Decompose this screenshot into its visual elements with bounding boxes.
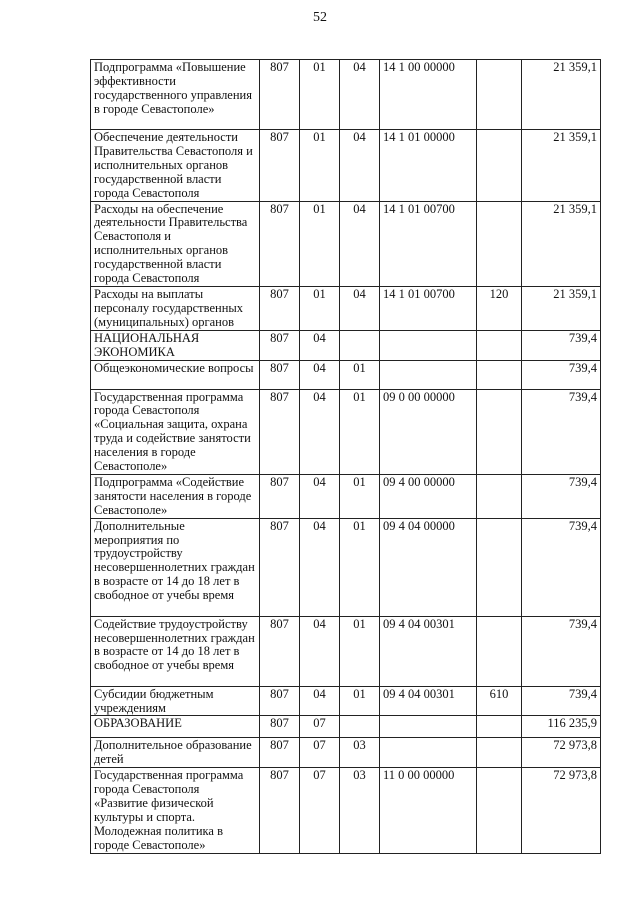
row-expense-type	[477, 130, 522, 202]
row-podrazdel: 03	[340, 768, 380, 853]
row-sum: 739,4	[522, 518, 601, 616]
row-target-code: 14 1 01 00700	[380, 286, 477, 330]
row-expense-type	[477, 330, 522, 360]
row-razdel: 04	[300, 616, 340, 686]
row-razdel: 04	[300, 330, 340, 360]
table-row	[91, 686, 601, 716]
row-ved: 807	[260, 716, 300, 738]
row-ved: 807	[260, 330, 300, 360]
row-sum: 739,4	[522, 360, 601, 389]
row-razdel: 01	[300, 130, 340, 202]
row-target-code: 14 1 01 00700	[380, 201, 477, 286]
row-target-code: 09 4 00 00000	[380, 474, 477, 518]
row-expense-type	[477, 360, 522, 389]
row-sum: 739,4	[522, 686, 601, 716]
row-razdel: 01	[300, 201, 340, 286]
row-expense-type	[477, 389, 522, 474]
row-podrazdel: 01	[340, 518, 380, 616]
row-target-code	[380, 738, 477, 768]
row-name: НАЦИОНАЛЬНАЯ ЭКОНОМИКА	[91, 330, 260, 360]
row-sum: 116 235,9	[522, 716, 601, 738]
table-row	[91, 330, 601, 360]
row-podrazdel: 01	[340, 389, 380, 474]
row-name: Обеспечение деятельности Правительства Севастополя и исполнительных органов государственной власти города Севастополя	[91, 130, 260, 202]
row-name: Подпрограмма «Содействие занятости населения в городе Севастополе»	[91, 474, 260, 518]
row-target-code	[380, 360, 477, 389]
row-ved: 807	[260, 60, 300, 130]
row-podrazdel: 04	[340, 60, 380, 130]
row-ved: 807	[260, 474, 300, 518]
row-sum: 739,4	[522, 389, 601, 474]
row-razdel: 07	[300, 768, 340, 853]
row-ved: 807	[260, 389, 300, 474]
row-name: Дополнительное образование детей	[91, 738, 260, 768]
row-razdel: 07	[300, 738, 340, 768]
row-razdel: 07	[300, 716, 340, 738]
row-ved: 807	[260, 286, 300, 330]
row-razdel: 04	[300, 389, 340, 474]
row-expense-type	[477, 768, 522, 853]
row-ved: 807	[260, 360, 300, 389]
row-target-code	[380, 330, 477, 360]
row-name: Подпрограмма «Повышение эффективности государственного управления в городе Севастополе»	[91, 60, 260, 130]
row-podrazdel: 01	[340, 360, 380, 389]
budget-table	[90, 59, 601, 854]
row-ved: 807	[260, 201, 300, 286]
row-razdel: 04	[300, 474, 340, 518]
row-sum: 739,4	[522, 616, 601, 686]
table-row	[91, 768, 601, 853]
row-sum: 739,4	[522, 330, 601, 360]
row-sum: 72 973,8	[522, 738, 601, 768]
table-row	[91, 130, 601, 202]
table-row	[91, 716, 601, 738]
row-ved: 807	[260, 686, 300, 716]
page-number: 52	[313, 10, 327, 25]
row-name: Субсидии бюджетным учреждениям	[91, 686, 260, 716]
row-sum: 21 359,1	[522, 60, 601, 130]
row-expense-type	[477, 616, 522, 686]
row-name: ОБРАЗОВАНИЕ	[91, 716, 260, 738]
row-razdel: 04	[300, 518, 340, 616]
row-podrazdel: 04	[340, 286, 380, 330]
row-expense-type: 610	[477, 686, 522, 716]
table-body	[91, 60, 601, 854]
row-podrazdel: 03	[340, 738, 380, 768]
row-razdel: 04	[300, 360, 340, 389]
row-podrazdel	[340, 716, 380, 738]
row-razdel: 04	[300, 686, 340, 716]
row-podrazdel: 04	[340, 201, 380, 286]
table-row	[91, 360, 601, 389]
row-expense-type: 120	[477, 286, 522, 330]
row-name: Расходы на выплаты персоналу государственных (муниципальных) органов	[91, 286, 260, 330]
table-row	[91, 738, 601, 768]
table-row	[91, 474, 601, 518]
row-name: Общеэкономические вопросы	[91, 360, 260, 389]
row-podrazdel	[340, 330, 380, 360]
row-sum: 72 973,8	[522, 768, 601, 853]
row-target-code: 11 0 00 00000	[380, 768, 477, 853]
row-expense-type	[477, 474, 522, 518]
row-ved: 807	[260, 768, 300, 853]
row-name: Содействие трудоустройству несовершеннолетних граждан в возрасте от 14 до 18 лет в свободное от учебы время	[91, 616, 260, 686]
row-ved: 807	[260, 130, 300, 202]
table-row	[91, 389, 601, 474]
row-target-code: 09 4 04 00301	[380, 686, 477, 716]
row-ved: 807	[260, 616, 300, 686]
row-target-code: 09 0 00 00000	[380, 389, 477, 474]
table-row	[91, 518, 601, 616]
row-expense-type	[477, 201, 522, 286]
row-razdel: 01	[300, 286, 340, 330]
row-sum: 21 359,1	[522, 201, 601, 286]
row-target-code	[380, 716, 477, 738]
row-expense-type	[477, 738, 522, 768]
row-podrazdel: 04	[340, 130, 380, 202]
row-name: Государственная программа города Севастополя «Социальная защита, охрана труда и содействие занятости населения в городе Севастополе»	[91, 389, 260, 474]
row-name: Расходы на обеспечение деятельности Правительства Севастополя и исполнительных органов государственной власти города Севастополя	[91, 201, 260, 286]
row-target-code: 14 1 01 00000	[380, 130, 477, 202]
row-name: Государственная программа города Севастополя «Развитие физической культуры и спорта. Молодежная политика в городе Севастополе»	[91, 768, 260, 853]
row-expense-type	[477, 60, 522, 130]
row-target-code: 14 1 00 00000	[380, 60, 477, 130]
row-razdel: 01	[300, 60, 340, 130]
row-sum: 21 359,1	[522, 286, 601, 330]
row-ved: 807	[260, 518, 300, 616]
row-podrazdel: 01	[340, 474, 380, 518]
row-sum: 21 359,1	[522, 130, 601, 202]
row-expense-type	[477, 518, 522, 616]
row-ved: 807	[260, 738, 300, 768]
row-target-code: 09 4 04 00301	[380, 616, 477, 686]
table-row	[91, 60, 601, 130]
row-name: Дополнительные мероприятия по трудоустройству несовершеннолетних граждан в возрасте от 14 до 18 лет в свободное от учебы время	[91, 518, 260, 616]
row-target-code: 09 4 04 00000	[380, 518, 477, 616]
table-row	[91, 201, 601, 286]
row-expense-type	[477, 716, 522, 738]
row-sum: 739,4	[522, 474, 601, 518]
table-row	[91, 616, 601, 686]
row-podrazdel: 01	[340, 616, 380, 686]
row-podrazdel: 01	[340, 686, 380, 716]
table-row	[91, 286, 601, 330]
